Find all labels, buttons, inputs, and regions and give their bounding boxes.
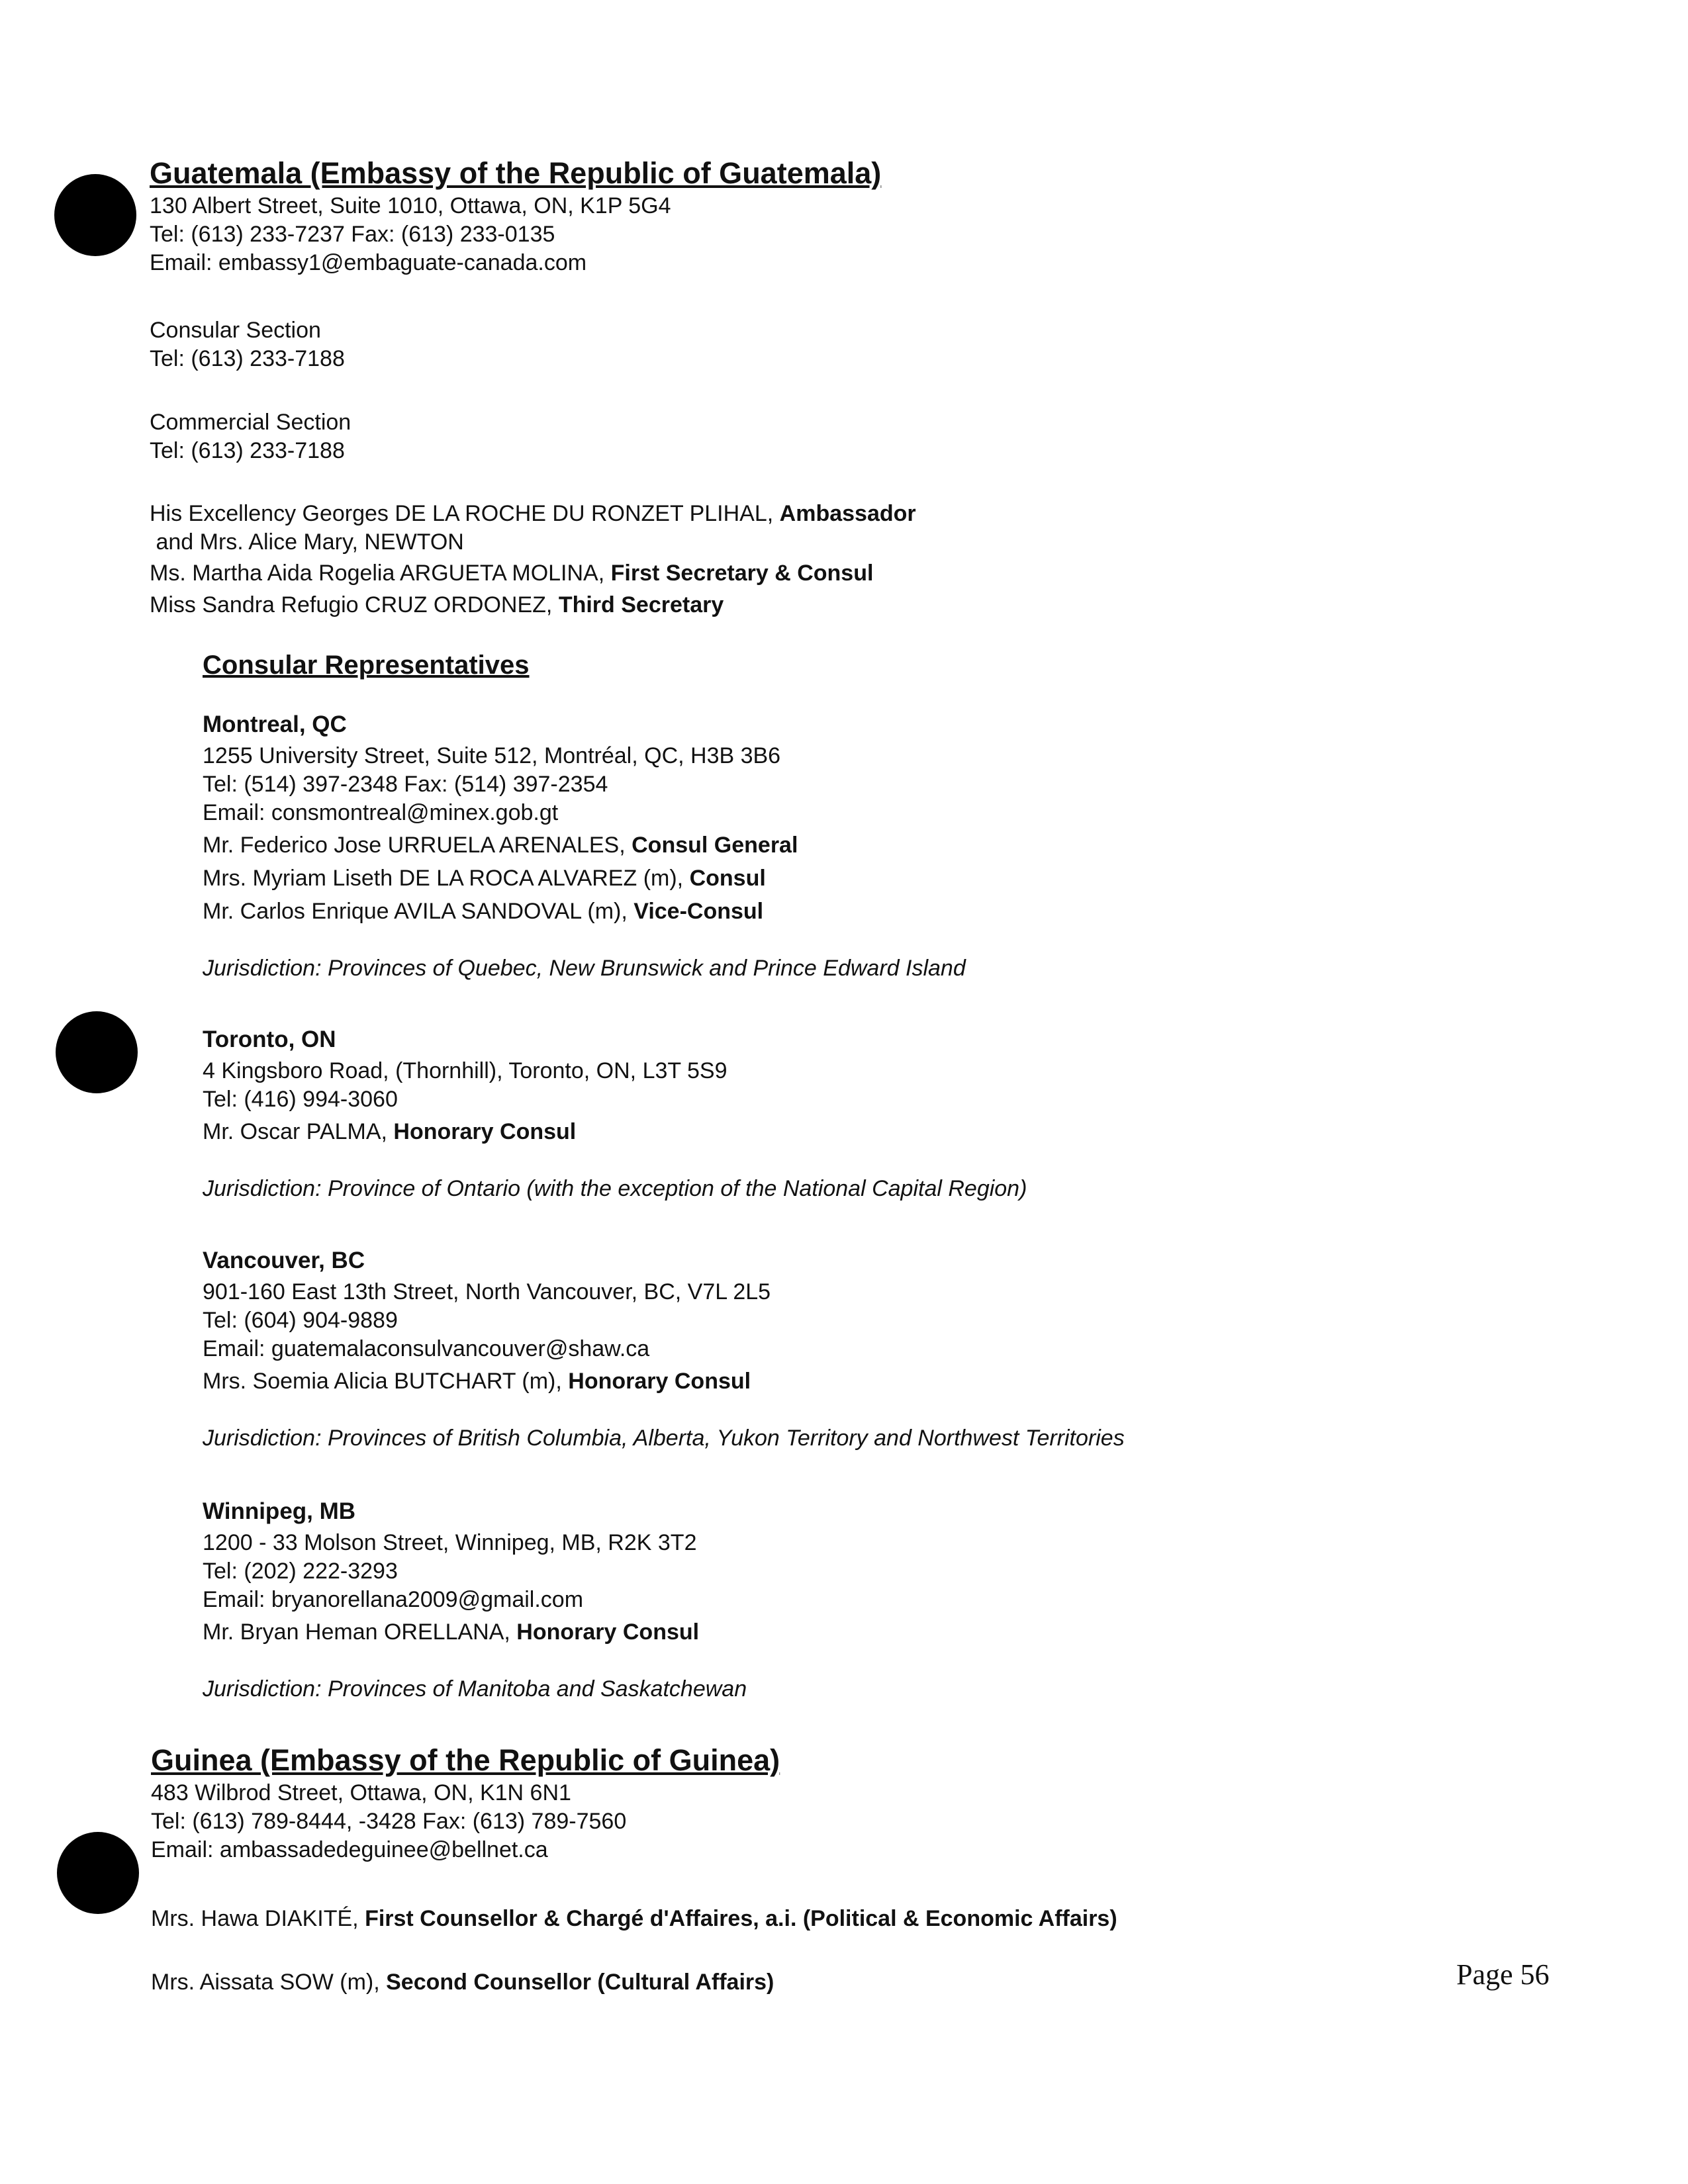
consulate-tel: Tel: (514) 397-2348 Fax: (514) 397-2354 bbox=[203, 772, 608, 797]
consulate-person: Mr. Oscar PALMA, Honorary Consul bbox=[203, 1119, 577, 1144]
punch-hole bbox=[57, 1832, 139, 1914]
consulate-jurisdiction: Jurisdiction: Provinces of British Columbia, Alberta, Yukon Territory and Northwest Territories bbox=[203, 1426, 1125, 1451]
consulate-city: Vancouver, BC bbox=[203, 1248, 365, 1273]
consulate-person: Mr. Federico Jose URRUELA ARENALES, Consul General bbox=[203, 833, 798, 858]
staff-spouse: and Mrs. Alice Mary, NEWTON bbox=[150, 529, 464, 555]
consular-section-tel: Tel: (613) 233-7188 bbox=[150, 346, 345, 371]
consulate-jurisdiction: Jurisdiction: Province of Ontario (with the exception of the National Capital Region) bbox=[203, 1176, 1027, 1201]
guinea-embassy bbox=[151, 1742, 780, 1864]
consulate-montreal bbox=[203, 710, 966, 983]
consulate-toronto bbox=[203, 1025, 1027, 1203]
punch-hole bbox=[56, 1011, 138, 1093]
consulate-tel: Tel: (416) 994-3060 bbox=[203, 1087, 398, 1112]
consulate-address: 4 Kingsboro Road, (Thornhill), Toronto, ON, L3T 5S9 bbox=[203, 1058, 727, 1083]
consulate-email: Email: consmontreal@minex.gob.gt bbox=[203, 800, 559, 825]
commercial-section-tel: Tel: (613) 233-7188 bbox=[150, 438, 345, 463]
consulate-address: 901-160 East 13th Street, North Vancouver, BC, V7L 2L5 bbox=[203, 1279, 771, 1304]
guinea-email: Email: ambassadedeguinee@bellnet.ca bbox=[151, 1837, 548, 1862]
guatemala-embassy bbox=[150, 155, 881, 277]
consulate-email: Email: bryanorellana2009@gmail.com bbox=[203, 1587, 584, 1612]
guatemala-consular-section bbox=[150, 316, 345, 373]
guatemala-email: Email: embassy1@embaguate-canada.com bbox=[150, 250, 587, 275]
guinea-staff-entry: Mrs. Aissata SOW (m), Second Counsellor (Cultural Affairs) bbox=[151, 1970, 774, 1995]
guatemala-heading: Guatemala (Embassy of the Republic of Guatemala) bbox=[150, 156, 882, 190]
consular-section-label: Consular Section bbox=[150, 318, 321, 343]
guinea-staff-entry: Mrs. Hawa DIAKITÉ, First Counsellor & Chargé d'Affaires, a.i. (Political & Economic Affairs) bbox=[151, 1906, 1117, 1931]
punch-hole bbox=[54, 174, 136, 256]
consulate-address: 1255 University Street, Suite 512, Montréal, QC, H3B 3B6 bbox=[203, 743, 781, 768]
guatemala-staff bbox=[150, 500, 916, 621]
consulate-vancouver bbox=[203, 1246, 1125, 1453]
consulate-city: Montreal, QC bbox=[203, 711, 347, 737]
consulate-jurisdiction: Jurisdiction: Provinces of Quebec, New Brunswick and Prince Edward Island bbox=[203, 956, 966, 981]
guinea-tel-fax: Tel: (613) 789-8444, -3428 Fax: (613) 789-7560 bbox=[151, 1809, 627, 1834]
consulate-person: Mrs. Soemia Alicia BUTCHART (m), Honorary Consul bbox=[203, 1369, 751, 1394]
commercial-section-label: Commercial Section bbox=[150, 410, 352, 435]
guatemala-tel-fax: Tel: (613) 233-7237 Fax: (613) 233-0135 bbox=[150, 222, 555, 247]
guatemala-address: 130 Albert Street, Suite 1010, Ottawa, ON, K1P 5G4 bbox=[150, 193, 671, 218]
guinea-heading: Guinea (Embassy of the Republic of Guinea) bbox=[151, 1743, 780, 1777]
consulate-winnipeg bbox=[203, 1497, 747, 1704]
consulate-email: Email: guatemalaconsulvancouver@shaw.ca bbox=[203, 1336, 650, 1361]
consulate-city: Toronto, ON bbox=[203, 1026, 336, 1052]
guinea-address: 483 Wilbrod Street, Ottawa, ON, K1N 6N1 bbox=[151, 1780, 571, 1805]
consulate-person: Mr. Bryan Heman ORELLANA, Honorary Consul bbox=[203, 1619, 700, 1645]
consulate-city: Winnipeg, MB bbox=[203, 1498, 356, 1524]
consulate-jurisdiction: Jurisdiction: Provinces of Manitoba and Saskatchewan bbox=[203, 1676, 747, 1702]
page-number: Page 56 bbox=[1456, 1958, 1550, 1991]
guatemala-commercial-section bbox=[150, 408, 351, 465]
consulate-tel: Tel: (202) 222-3293 bbox=[203, 1559, 398, 1584]
staff-entry: Miss Sandra Refugio CRUZ ORDONEZ, Third Secretary bbox=[150, 592, 724, 617]
staff-entry: His Excellency Georges DE LA ROCHE DU RONZET PLIHAL, Ambassador bbox=[150, 501, 916, 526]
consulate-tel: Tel: (604) 904-9889 bbox=[203, 1308, 398, 1333]
consulate-address: 1200 - 33 Molson Street, Winnipeg, MB, R2K 3T2 bbox=[203, 1530, 697, 1555]
consulate-person: Mrs. Myriam Liseth DE LA ROCA ALVAREZ (m), Consul bbox=[203, 866, 766, 891]
consulate-person: Mr. Carlos Enrique AVILA SANDOVAL (m), Vice-Consul bbox=[203, 899, 764, 924]
consular-reps-heading: Consular Representatives bbox=[203, 651, 530, 680]
staff-entry: Ms. Martha Aida Rogelia ARGUETA MOLINA, First Secretary & Consul bbox=[150, 561, 874, 586]
